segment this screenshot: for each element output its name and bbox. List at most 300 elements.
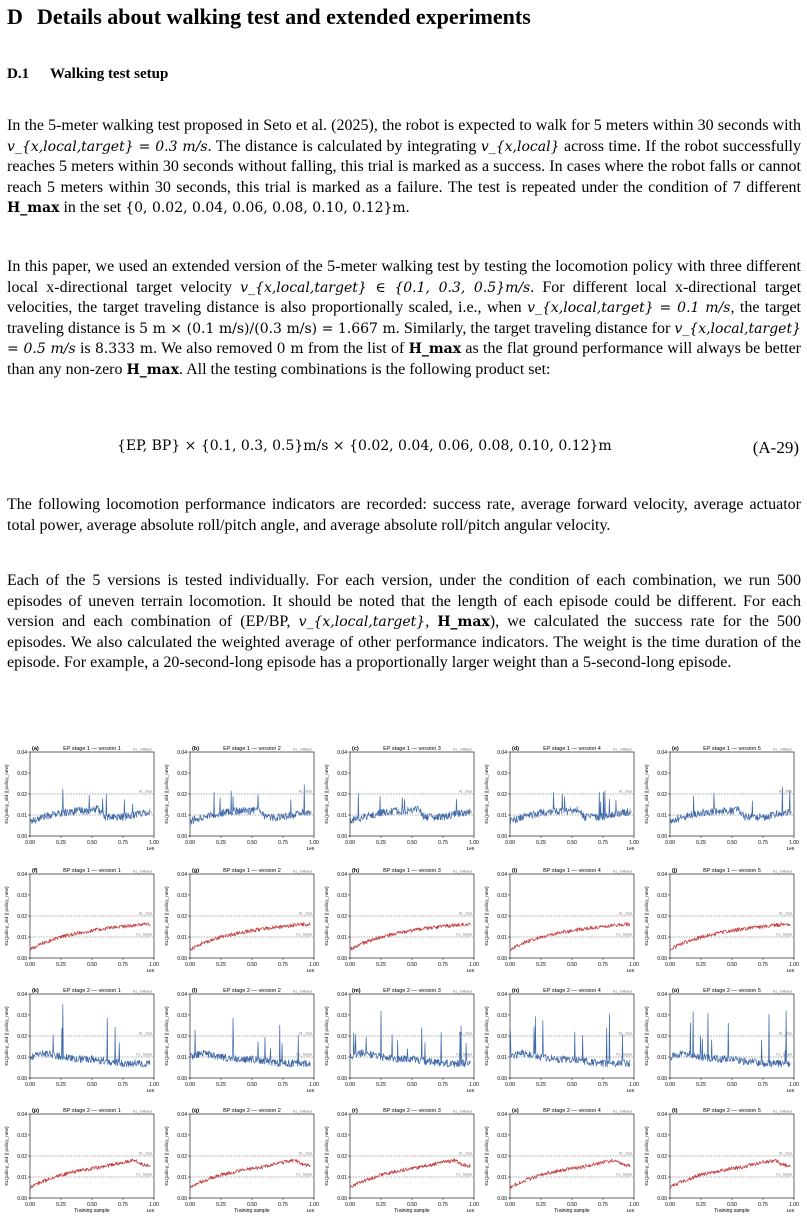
panel-title: EP stage 2 — version 5 <box>703 988 761 994</box>
reference-line-label: KL_target <box>616 1052 632 1057</box>
x-tick-label: 1.00 <box>789 840 799 846</box>
x-tick-label: 1.00 <box>629 1082 639 1088</box>
chart-svg <box>480 864 640 984</box>
x-axis-label: Training sample <box>394 1208 430 1214</box>
panel-label: (f) <box>32 868 38 874</box>
x-tick-label: 1.00 <box>789 1082 799 1088</box>
x-tick-label: 0.25 <box>536 1202 546 1208</box>
reference-line-label: KL_stop <box>138 789 152 794</box>
y-tick-label: 0.00 <box>337 833 347 840</box>
panel-label: (n) <box>512 988 520 994</box>
reference-line-label: KL_stop <box>778 789 792 794</box>
x-tick-label: 0.25 <box>376 840 386 846</box>
y-tick-label: 0.02 <box>337 1033 347 1040</box>
reference-line-label: KL_rollback <box>293 747 312 752</box>
y-tick-label: 0.00 <box>177 1195 187 1202</box>
y-tick-label: 0.01 <box>657 1174 667 1181</box>
x-tick-label: 0.50 <box>407 1082 417 1088</box>
panel-title: EP stage 1 — version 5 <box>703 746 761 752</box>
kl-series-line <box>510 1159 630 1188</box>
y-axis-label: KL(policy_old || policy_new) <box>485 1006 490 1066</box>
x-tick-label: 0.00 <box>345 1202 355 1208</box>
y-tick-label: 0.02 <box>17 1153 27 1160</box>
y-tick-label: 0.03 <box>337 1012 347 1019</box>
reference-line-label: KL_target <box>616 1172 632 1177</box>
reference-line-label: KL_target <box>136 1052 152 1057</box>
y-tick-label: 0.01 <box>337 812 347 819</box>
reference-line-label: KL_target <box>616 810 632 815</box>
y-tick-label: 0.00 <box>17 955 27 962</box>
y-tick-label: 0.03 <box>177 770 187 777</box>
reference-line-label: KL_rollback <box>133 869 152 874</box>
x-multiplier: 1e8 <box>786 968 794 973</box>
reference-line-label: KL_target <box>136 810 152 815</box>
x-tick-label: 1.00 <box>149 840 159 846</box>
y-tick-label: 0.03 <box>17 1132 27 1139</box>
reference-line-label: KL_target <box>456 810 472 815</box>
panel-title: BP stage 2 — version 1 <box>63 1108 121 1114</box>
chart-panel <box>0 1104 160 1224</box>
x-multiplier: 1e8 <box>146 968 154 973</box>
y-axis-label: KL(policy_old || policy_new) <box>5 886 10 946</box>
y-tick-label: 0.03 <box>177 1012 187 1019</box>
x-tick-label: 0.25 <box>56 840 66 846</box>
reference-line-label: KL_rollback <box>773 1109 792 1114</box>
y-tick-label: 0.00 <box>337 1075 347 1082</box>
x-multiplier: 1e8 <box>306 846 314 851</box>
reference-line-label: KL_rollback <box>773 869 792 874</box>
panel-title: BP stage 2 — version 5 <box>703 1108 761 1114</box>
x-tick-label: 1.00 <box>629 1202 639 1208</box>
x-tick-label: 0.25 <box>696 1082 706 1088</box>
text: , <box>425 613 438 631</box>
y-tick-label: 0.03 <box>177 892 187 899</box>
panel-title: BP stage 1 — version 5 <box>703 868 761 874</box>
x-tick-label: 0.75 <box>278 1202 288 1208</box>
y-axis-label: KL(policy_old || policy_new) <box>325 1126 330 1186</box>
y-tick-label: 0.03 <box>337 770 347 777</box>
x-multiplier: 1e8 <box>146 1208 154 1213</box>
x-tick-label: 1.00 <box>309 962 319 968</box>
panel-title: EP stage 2 — version 2 <box>223 988 281 994</box>
y-tick-label: 0.03 <box>17 1012 27 1019</box>
reference-line-label: KL_rollback <box>453 989 472 994</box>
kl-series-line <box>190 785 310 824</box>
kl-series-line <box>350 923 470 950</box>
y-tick-label: 0.01 <box>497 812 507 819</box>
y-tick-label: 0.01 <box>17 812 27 819</box>
y-tick-label: 0.00 <box>657 1195 667 1202</box>
x-tick-label: 0.75 <box>118 1202 128 1208</box>
y-tick-label: 0.00 <box>177 955 187 962</box>
chart-panel <box>480 742 640 862</box>
y-tick-label: 0.00 <box>177 1075 187 1082</box>
x-tick-label: 0.50 <box>407 962 417 968</box>
text: . Similarly, the target traveling distance for <box>395 319 675 337</box>
y-tick-label: 0.04 <box>17 991 27 998</box>
panel-title: EP stage 1 — version 3 <box>383 746 441 752</box>
panel-label: (b) <box>192 746 200 752</box>
section-title: Details about walking test and extended experiments <box>37 4 531 29</box>
y-tick-label: 0.02 <box>657 1033 667 1040</box>
reference-line-label: KL_stop <box>298 789 312 794</box>
chart-svg <box>160 984 320 1104</box>
reference-line-label: KL_rollback <box>453 747 472 752</box>
x-multiplier: 1e8 <box>786 1208 794 1213</box>
reference-line-label: KL_rollback <box>133 747 152 752</box>
reference-line-label: KL_stop <box>298 1151 312 1156</box>
y-tick-label: 0.01 <box>657 812 667 819</box>
y-tick-label: 0.00 <box>337 1195 347 1202</box>
y-tick-label: 0.02 <box>177 1033 187 1040</box>
y-tick-label: 0.01 <box>177 1054 187 1061</box>
x-tick-label: 0.75 <box>758 1082 768 1088</box>
panel-title: EP stage 1 — version 2 <box>223 746 281 752</box>
chart-svg <box>0 864 160 984</box>
x-multiplier: 1e8 <box>146 1088 154 1093</box>
math-inline: 8.333 m <box>94 341 154 358</box>
text: as the flat ground performance will always be better than any non-zero <box>7 340 802 378</box>
x-tick-label: 1.00 <box>309 1202 319 1208</box>
reference-line-label: KL_stop <box>138 1151 152 1156</box>
y-tick-label: 0.04 <box>17 749 27 756</box>
x-tick-label: 0.75 <box>758 1202 768 1208</box>
text: . <box>405 199 410 217</box>
chart-panel <box>320 864 480 984</box>
y-tick-label: 0.04 <box>177 991 187 998</box>
x-tick-label: 0.00 <box>25 1082 35 1088</box>
y-axis-label: KL(policy_old || policy_new) <box>165 1126 170 1186</box>
section-number: D <box>7 4 23 29</box>
chart-panel <box>0 742 160 862</box>
text: from the list of <box>303 340 409 358</box>
y-tick-label: 0.04 <box>177 749 187 756</box>
math-inline: 0 m <box>276 341 304 358</box>
chart-svg <box>0 742 160 862</box>
reference-line-label: KL_stop <box>298 911 312 916</box>
panel-title: BP stage 2 — version 4 <box>543 1108 601 1114</box>
x-tick-label: 0.00 <box>25 840 35 846</box>
x-tick-label: 1.00 <box>789 962 799 968</box>
y-axis-label: KL(policy_old || policy_new) <box>645 764 650 824</box>
y-tick-label: 0.02 <box>497 1033 507 1040</box>
chart-panel <box>640 984 800 1104</box>
x-tick-label: 1.00 <box>789 1202 799 1208</box>
x-multiplier: 1e8 <box>466 968 474 973</box>
x-tick-label: 0.00 <box>185 962 195 968</box>
x-tick-label: 0.00 <box>345 1082 355 1088</box>
y-tick-label: 0.04 <box>337 1111 347 1118</box>
reference-line-label: KL_rollback <box>133 1109 152 1114</box>
reference-line-label: KL_stop <box>138 911 152 916</box>
x-tick-label: 0.25 <box>376 962 386 968</box>
math-inline: H_max <box>437 614 490 631</box>
y-tick-label: 0.03 <box>657 1012 667 1019</box>
math-inline: H_max <box>7 200 60 217</box>
reference-line-label: KL_target <box>296 1172 312 1177</box>
y-axis-label: KL(policy_old || policy_new) <box>5 1126 10 1186</box>
reference-line-label: KL_rollback <box>773 747 792 752</box>
y-tick-label: 0.00 <box>497 955 507 962</box>
chart-panel <box>320 1104 480 1224</box>
x-tick-label: 0.25 <box>216 1082 226 1088</box>
reference-line-label: KL_stop <box>618 789 632 794</box>
y-tick-label: 0.00 <box>657 1075 667 1082</box>
x-tick-label: 1.00 <box>469 962 479 968</box>
chart-svg <box>320 864 480 984</box>
equation-number: (A-29) <box>752 438 799 457</box>
x-tick-label: 0.50 <box>247 840 257 846</box>
math-inline: H_max <box>126 361 179 378</box>
kl-divergence-figure <box>0 742 807 1223</box>
chart-panel <box>480 984 640 1104</box>
x-tick-label: 0.50 <box>727 840 737 846</box>
paragraph-walking-test <box>7 116 801 219</box>
x-tick-label: 0.75 <box>598 840 608 846</box>
x-multiplier: 1e8 <box>786 846 794 851</box>
x-multiplier: 1e8 <box>306 968 314 973</box>
panel-title: EP stage 2 — version 4 <box>543 988 601 994</box>
chart-svg <box>320 1104 480 1224</box>
y-axis-label: KL(policy_old || policy_new) <box>165 886 170 946</box>
x-tick-label: 0.25 <box>216 962 226 968</box>
panel-label: (t) <box>672 1108 678 1114</box>
x-tick-label: 0.75 <box>758 840 768 846</box>
y-axis-label: KL(policy_old || policy_new) <box>645 1126 650 1186</box>
x-tick-label: 0.50 <box>247 1202 257 1208</box>
y-tick-label: 0.04 <box>657 749 667 756</box>
equation-body: {EP, BP} × {0.1, 0.3, 0.5}m/s × {0.02, 0.04, 0.06, 0.08, 0.10, 0.12}m <box>117 438 612 454</box>
y-tick-label: 0.04 <box>337 991 347 998</box>
y-tick-label: 0.02 <box>17 791 27 798</box>
x-tick-label: 0.50 <box>247 962 257 968</box>
text: , the target traveling distance is <box>7 299 802 337</box>
chart-panel <box>160 984 320 1104</box>
x-tick-label: 0.25 <box>216 840 226 846</box>
x-tick-label: 0.50 <box>87 840 97 846</box>
y-axis-label: KL(policy_old || policy_new) <box>5 1006 10 1066</box>
y-tick-label: 0.03 <box>177 1132 187 1139</box>
y-tick-label: 0.03 <box>17 770 27 777</box>
y-tick-label: 0.00 <box>177 833 187 840</box>
reference-line-label: KL_stop <box>298 1031 312 1036</box>
y-tick-label: 0.02 <box>177 1153 187 1160</box>
x-multiplier: 1e8 <box>466 1208 474 1213</box>
chart-svg <box>640 984 800 1104</box>
x-multiplier: 1e8 <box>626 846 634 851</box>
y-axis-label: KL(policy_old || policy_new) <box>325 1006 330 1066</box>
panel-label: (d) <box>512 746 520 752</box>
x-tick-label: 1.00 <box>629 962 639 968</box>
x-tick-label: 0.25 <box>536 962 546 968</box>
x-tick-label: 0.00 <box>665 840 675 846</box>
x-tick-label: 0.25 <box>696 1202 706 1208</box>
x-tick-label: 0.25 <box>536 1082 546 1088</box>
panel-label: (i) <box>512 868 518 874</box>
reference-line-label: KL_rollback <box>293 989 312 994</box>
panel-title: EP stage 1 — version 1 <box>63 746 121 752</box>
reference-line-label: KL_rollback <box>293 1109 312 1114</box>
y-tick-label: 0.03 <box>337 892 347 899</box>
reference-line-label: KL_stop <box>778 1031 792 1036</box>
x-tick-label: 0.75 <box>278 1082 288 1088</box>
y-tick-label: 0.03 <box>657 770 667 777</box>
panel-title: EP stage 2 — version 1 <box>63 988 121 994</box>
text: ), we calculated the success rate for the 500 episodes. We also calculated the weighted average of other performance indicators. The weight is the time duration of the episode. For example, a 20-second-long episode has a proportionally larger weight than a 5-second-long episode. <box>7 613 802 672</box>
x-tick-label: 0.75 <box>598 1202 608 1208</box>
chart-panel <box>640 742 800 862</box>
reference-line-label: KL_stop <box>618 1151 632 1156</box>
kl-series-line <box>30 923 150 951</box>
kl-series-line <box>190 1018 310 1067</box>
x-tick-label: 0.25 <box>376 1082 386 1088</box>
y-tick-label: 0.00 <box>17 1195 27 1202</box>
x-tick-label: 0.50 <box>407 1202 417 1208</box>
reference-line-label: KL_rollback <box>613 1109 632 1114</box>
chart-svg <box>0 984 160 1104</box>
chart-panel <box>160 742 320 862</box>
text: Each of the 5 versions is tested individually. For each version, under the condition of each combination, we run 500 episodes of uneven terrain locomotion. It should be noted that the length of each episode could be different. For each version and each combination of (EP/BP, <box>7 572 801 631</box>
text: . All the testing combinations is the following product set: <box>178 360 551 378</box>
reference-line-label: KL_stop <box>138 1031 152 1036</box>
math-inline: v_{x,local,target} = 0.5 m/s <box>7 320 802 358</box>
chart-panel <box>160 864 320 984</box>
x-axis-label: Training sample <box>554 1208 590 1214</box>
text: . We also removed <box>153 340 277 358</box>
x-tick-label: 0.50 <box>247 1082 257 1088</box>
y-tick-label: 0.01 <box>17 934 27 941</box>
x-tick-label: 0.50 <box>567 962 577 968</box>
chart-panel <box>320 984 480 1104</box>
reference-line-label: KL_target <box>136 1172 152 1177</box>
x-tick-label: 0.50 <box>407 840 417 846</box>
subsection-heading <box>7 66 168 83</box>
panel-label: (s) <box>512 1108 519 1114</box>
reference-line-label: KL_stop <box>778 1151 792 1156</box>
reference-line-label: KL_target <box>616 932 632 937</box>
x-tick-label: 0.75 <box>598 1082 608 1088</box>
y-tick-label: 0.02 <box>497 913 507 920</box>
section-heading <box>7 4 531 30</box>
y-tick-label: 0.01 <box>337 934 347 941</box>
y-tick-label: 0.00 <box>657 833 667 840</box>
x-tick-label: 0.00 <box>505 1202 515 1208</box>
chart-svg <box>0 1104 160 1224</box>
reference-line-label: KL_rollback <box>133 989 152 994</box>
chart-panel <box>480 1104 640 1224</box>
x-tick-label: 0.50 <box>567 1202 577 1208</box>
panel-title: BP stage 2 — version 2 <box>223 1108 281 1114</box>
x-tick-label: 0.75 <box>438 1202 448 1208</box>
reference-line-label: KL_stop <box>458 789 472 794</box>
x-tick-label: 0.75 <box>118 840 128 846</box>
text: In this paper, we used an extended version of the 5-meter walking test by testing the locomotion policy with three different local x-directional target velocity <box>7 258 801 296</box>
math-inline: v_{x,local,target} = 0.3 m/s <box>7 138 208 155</box>
paragraph-extended-test <box>7 257 801 381</box>
reference-line-label: KL_target <box>776 810 792 815</box>
reference-line-label: KL_rollback <box>613 869 632 874</box>
math-inline: 5 m × (0.1 m/s)/(0.3 m/s) = 1.667 m <box>139 320 396 337</box>
x-tick-label: 1.00 <box>469 1082 479 1088</box>
x-tick-label: 0.50 <box>87 1082 97 1088</box>
paragraph-indicators: The following locomotion performance indicators are recorded: success rate, average forward velocity, average actuator total power, average absolute roll/pitch angle, and average absolute roll/pitch angular velocity. <box>7 496 801 534</box>
reference-line-label: KL_stop <box>618 1031 632 1036</box>
x-tick-label: 0.75 <box>438 1082 448 1088</box>
text: is <box>75 340 95 358</box>
reference-line-label: KL_rollback <box>773 989 792 994</box>
kl-series-line <box>30 1159 150 1189</box>
y-tick-label: 0.01 <box>337 1054 347 1061</box>
y-axis-label: KL(policy_old || policy_new) <box>485 764 490 824</box>
y-tick-label: 0.02 <box>337 1153 347 1160</box>
y-tick-label: 0.01 <box>177 934 187 941</box>
y-tick-label: 0.04 <box>657 1111 667 1118</box>
chart-svg <box>320 742 480 862</box>
x-tick-label: 0.25 <box>376 1202 386 1208</box>
panel-label: (a) <box>32 746 39 752</box>
x-tick-label: 0.75 <box>278 840 288 846</box>
chart-panel <box>160 1104 320 1224</box>
y-tick-label: 0.03 <box>657 892 667 899</box>
chart-svg <box>480 742 640 862</box>
x-tick-label: 0.00 <box>505 962 515 968</box>
y-axis-label: KL(policy_old || policy_new) <box>325 764 330 824</box>
x-tick-label: 1.00 <box>469 840 479 846</box>
x-tick-label: 1.00 <box>469 1202 479 1208</box>
kl-series-line <box>30 1004 150 1066</box>
chart-panel <box>0 984 160 1104</box>
x-tick-label: 0.50 <box>727 1082 737 1088</box>
y-axis-label: KL(policy_old || policy_new) <box>165 764 170 824</box>
kl-series-line <box>190 1159 310 1188</box>
reference-line-label: KL_target <box>456 1052 472 1057</box>
y-tick-label: 0.02 <box>657 791 667 798</box>
text: In the 5-meter walking test proposed in Seto et al. (2025), the robot is expected to walk for 5 meters within 30 seconds with <box>7 117 801 134</box>
y-tick-label: 0.04 <box>17 1111 27 1118</box>
chart-svg <box>640 864 800 984</box>
panel-label: (j) <box>672 868 678 874</box>
x-axis-label: Training sample <box>234 1208 270 1214</box>
panel-label: (p) <box>32 1108 40 1114</box>
y-tick-label: 0.02 <box>337 913 347 920</box>
x-tick-label: 0.25 <box>56 1082 66 1088</box>
kl-series-line <box>510 1014 630 1067</box>
x-tick-label: 0.00 <box>665 1202 675 1208</box>
chart-panel <box>0 864 160 984</box>
x-tick-label: 0.00 <box>505 1082 515 1088</box>
panel-label: (c) <box>352 746 359 752</box>
y-tick-label: 0.04 <box>657 871 667 878</box>
y-tick-label: 0.03 <box>497 770 507 777</box>
reference-line-label: KL_target <box>776 1052 792 1057</box>
text: across time. If the robot successfully reaches 5 meters within 30 seconds without falling, this trial is marked as a success. In cases where the robot falls or cannot reach 5 meters within 30 seconds, this trial is marked as a failure. The test is repeated under the condition of 7 different <box>7 137 801 196</box>
y-tick-label: 0.01 <box>657 1054 667 1061</box>
y-axis-label: KL(policy_old || policy_new) <box>485 1126 490 1186</box>
x-tick-label: 0.00 <box>185 840 195 846</box>
x-tick-label: 0.50 <box>87 962 97 968</box>
kl-series-line <box>350 793 470 823</box>
chart-svg <box>160 1104 320 1224</box>
reference-line-label: KL_target <box>456 932 472 937</box>
x-tick-label: 0.25 <box>56 1202 66 1208</box>
chart-panel <box>320 742 480 862</box>
x-tick-label: 1.00 <box>149 962 159 968</box>
reference-line-label: KL_stop <box>458 911 472 916</box>
text: . The distance is calculated by integrating <box>207 137 481 155</box>
panel-title: BP stage 1 — version 2 <box>223 868 281 874</box>
x-tick-label: 0.75 <box>118 1082 128 1088</box>
x-multiplier: 1e8 <box>786 1088 794 1093</box>
